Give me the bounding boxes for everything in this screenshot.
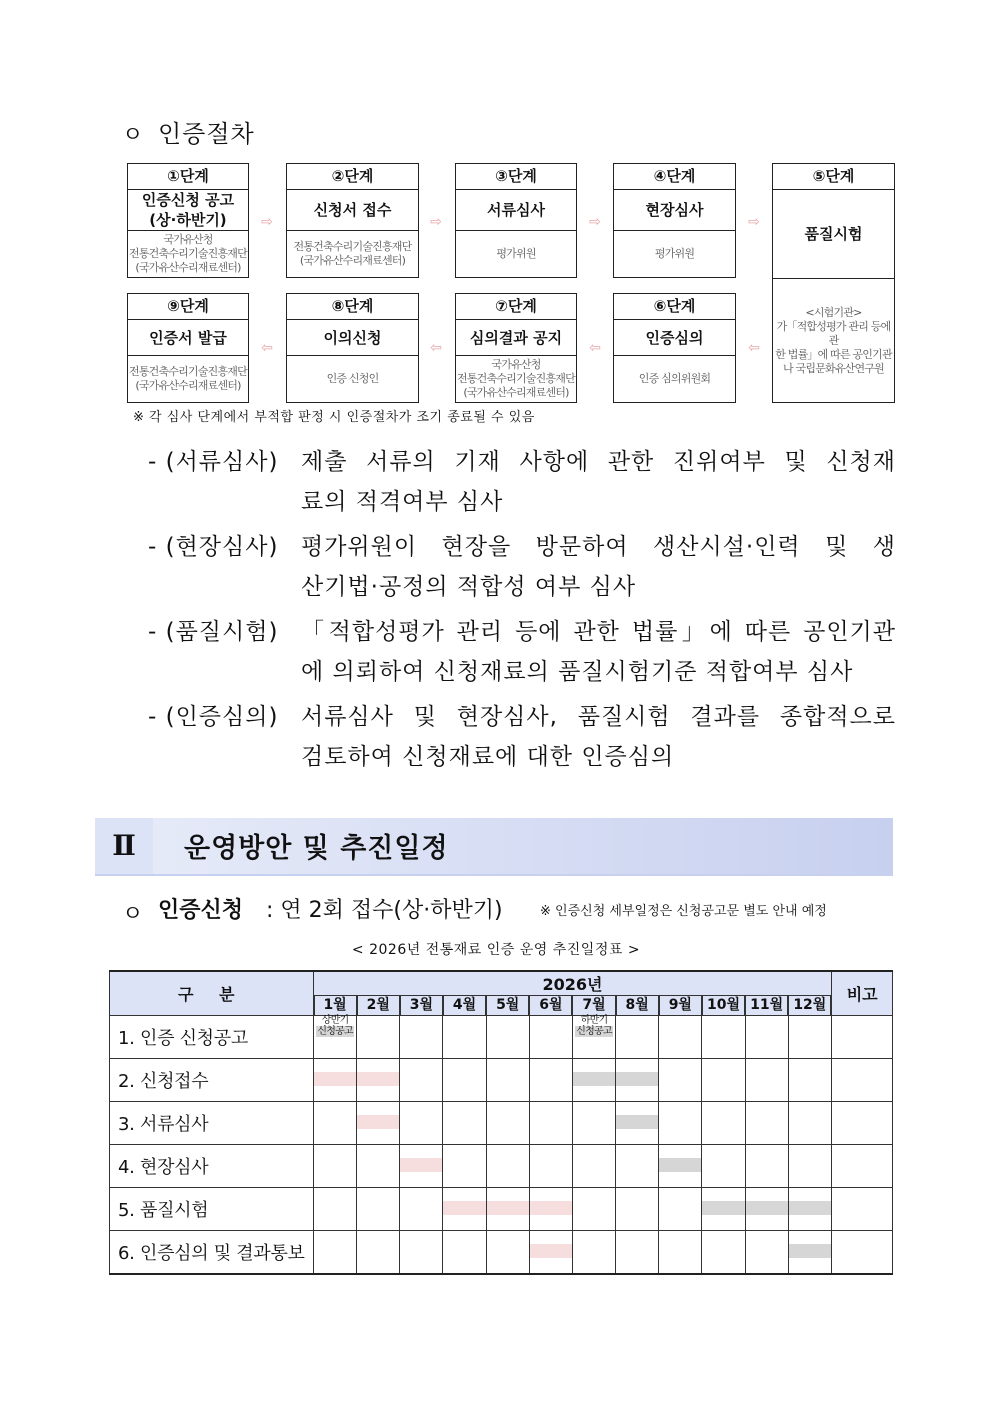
detail-lead: - (인증심의) [148,704,279,730]
schedule-cell [702,1016,745,1059]
schedule-cell [572,1102,615,1145]
schedule-cell [572,1145,615,1188]
arrow-right-icon: ⇨ [261,214,273,230]
schedule-cell [443,1188,486,1231]
step-number: ②단계 [287,164,418,190]
schedule-cell [529,1016,572,1059]
schedule-cell [314,1231,357,1275]
schedule-cell [659,1188,702,1231]
step-title: 품질시험 [773,190,894,279]
schedule-annotation [314,1015,356,1037]
detail-line-continued: 에 의뢰하여 신청재료의 품질시험기준 적합여부 심사 [301,659,854,685]
schedule-row [110,1231,893,1275]
schedule-cell [572,1231,615,1275]
schedule-remark-cell [831,1016,892,1059]
step-number: ⑨단계 [128,294,248,320]
month-header: 11월 [745,996,788,1016]
step-number: ④단계 [614,164,735,190]
schedule-cell [529,1188,572,1231]
step-organization: 인증 신청인 [326,372,379,385]
schedule-cell [702,1188,745,1231]
schedule-bar [487,1201,529,1215]
annotation-tag: 신청공고 [576,1026,612,1037]
schedule-cell [486,1188,529,1231]
schedule-remark-cell [831,1188,892,1231]
step-organization: <시험기관> 가「적합성평가 관리 등에 관 한 법률」에 따른 공인기관 나 국립문화유산연구원 [775,305,892,375]
detail-lead: - (품질시험) [148,619,279,645]
step-number: ①단계 [128,164,248,190]
schedule-bar [789,1244,831,1258]
schedule-cell [357,1102,400,1145]
schedule-cell [788,1188,831,1231]
application-text: : 연 2회 접수(상·하반기) [266,898,503,923]
schedule-cell [572,1188,615,1231]
detail-item [148,610,908,698]
detail-line-continued: 검토하여 신청재료에 대한 인증심의 [301,744,675,770]
detail-lead: - (서류심사) [148,449,279,475]
step-title: 현장심사 [614,190,735,231]
detail-lead: - (현장심사) [148,534,279,560]
schedule-bar [573,1072,615,1086]
schedule-cell [702,1059,745,1102]
schedule-row [110,1102,893,1145]
schedule-bar [616,1072,658,1086]
schedule-row-label: 1. 인증 신청공고 [110,1016,314,1059]
schedule-cell [443,1016,486,1059]
schedule-remark-cell [831,1059,892,1102]
header-category: 구 분 [110,971,314,1016]
schedule-cell [529,1102,572,1145]
annotation-tag: 신청공고 [317,1026,353,1037]
schedule-bar [659,1158,701,1172]
schedule-row-label: 3. 서류심사 [110,1102,314,1145]
step-title: 인증서 발급 [128,320,248,356]
schedule-cell [745,1059,788,1102]
schedule-row-label: 4. 현장심사 [110,1145,314,1188]
month-header: 12월 [788,996,831,1016]
header-year: 2026년 [314,971,832,996]
schedule-cell [702,1145,745,1188]
arrow-right-icon: ⇨ [589,214,601,230]
step-organization: 인증 심의위원회 [638,372,711,385]
schedule-cell [529,1145,572,1188]
step-number: ⑥단계 [614,294,735,320]
detail-line: 제출 서류의 기재 사항에 관한 진위여부 및 신청재 [301,449,896,475]
step-number: ⑦단계 [456,294,576,320]
procedure-heading: 인증절차 [158,120,255,148]
month-header: 8월 [616,996,659,1016]
schedule-bar [443,1201,485,1215]
schedule-cell [529,1231,572,1275]
schedule-cell [357,1231,400,1275]
schedule-cell [702,1102,745,1145]
annotation-period: 하반기 [580,1015,608,1026]
schedule-cell [357,1145,400,1188]
schedule-cell [486,1016,529,1059]
step-box-2 [286,163,419,278]
schedule-cell [788,1102,831,1145]
schedule-cell [314,1188,357,1231]
step-box-7 [455,293,577,403]
application-note: ※ 인증신청 세부일정은 신청공고문 별도 안내 예정 [540,904,827,919]
schedule-cell [400,1059,443,1102]
step-title: 인증신청 공고 (상·하반기) [128,190,248,231]
schedule-bar [746,1201,788,1215]
schedule-table [109,970,893,1275]
schedule-cell [745,1102,788,1145]
schedule-bar [314,1072,356,1086]
schedule-cell [443,1145,486,1188]
step-box-1 [127,163,249,278]
step-title: 이의신청 [287,320,418,356]
schedule-cell [314,1059,357,1102]
section-number: Ⅱ [95,818,153,874]
step-organization: 전통건축수리기술진흥재단 (국가유산수리재료센터) [293,240,412,267]
schedule-annotation [573,1015,615,1037]
schedule-cell [745,1188,788,1231]
step-organization: 국가유산청 전통건축수리기술진흥재단 (국가유산수리재료센터) [457,358,575,399]
schedule-bar [357,1115,399,1129]
application-label: 인증신청 [158,898,244,923]
schedule-bar [789,1201,831,1215]
schedule-cell [616,1145,659,1188]
schedule-cell [529,1059,572,1102]
schedule-cell [443,1059,486,1102]
schedule-cell [486,1145,529,1188]
schedule-cell [616,1231,659,1275]
detail-line: 평가위원이 현장을 방문하여 생산시설·인력 및 생 [301,534,896,560]
arrow-left-icon: ⇦ [589,340,601,356]
arrow-left-icon: ⇦ [748,340,760,356]
schedule-cell [400,1102,443,1145]
detail-line-continued: 료의 적격여부 심사 [301,489,504,515]
heading-bullet: ㅇ [122,123,144,148]
month-header: 3월 [400,996,443,1016]
schedule-cell [314,1102,357,1145]
schedule-cell [572,1016,615,1059]
schedule-bar [530,1201,572,1215]
schedule-cell [659,1102,702,1145]
section-title: 운영방안 및 추진일정 [184,833,449,864]
detail-item [148,695,908,783]
procedure-note: ※ 각 심사 단계에서 부적합 판정 시 인증절차가 조기 종료될 수 있음 [133,410,535,425]
section-underline [95,874,893,876]
schedule-cell [616,1102,659,1145]
arrow-left-icon: ⇦ [261,340,273,356]
schedule-bar [357,1072,399,1086]
month-header: 1월 [314,996,357,1016]
application-bullet: ㅇ [122,902,144,927]
schedule-cell [443,1102,486,1145]
schedule-cell [745,1145,788,1188]
month-header: 2월 [357,996,400,1016]
step-title: 심의결과 공지 [456,320,576,356]
step-title: 신청서 접수 [287,190,418,231]
step-box-3 [455,163,577,278]
schedule-bar [530,1244,572,1258]
schedule-cell [616,1188,659,1231]
step-title: 서류심사 [456,190,576,231]
schedule-cell [572,1059,615,1102]
step-number: ⑧단계 [287,294,418,320]
schedule-row [110,1016,893,1059]
step-box-9 [127,293,249,403]
schedule-cell [400,1188,443,1231]
month-header: 5월 [486,996,529,1016]
schedule-row [110,1188,893,1231]
schedule-cell [400,1231,443,1275]
schedule-cell [314,1145,357,1188]
step-box-6 [613,293,736,403]
schedule-bar [616,1115,658,1129]
annotation-period: 상반기 [321,1015,349,1026]
schedule-cell [616,1059,659,1102]
schedule-row-label: 6. 인증심의 및 결과통보 [110,1231,314,1275]
step-box-5 [772,163,895,403]
schedule-cell [788,1016,831,1059]
step-box-8 [286,293,419,403]
step-organization: 평가위원 [496,247,536,260]
detail-item [148,525,908,613]
schedule-row [110,1145,893,1188]
detail-line: 서류심사 및 현장심사, 품질시험 결과를 종합적으로 [301,704,896,730]
schedule-remark-cell [831,1231,892,1275]
step-title: 인증심의 [614,320,735,356]
step-organization: 전통건축수리기술진흥재단 (국가유산수리재료센터) [129,365,247,392]
schedule-cell [788,1059,831,1102]
month-header: 7월 [572,996,615,1016]
schedule-cell [486,1102,529,1145]
schedule-cell [400,1145,443,1188]
detail-line-continued: 산기법·공정의 적합성 여부 심사 [301,574,637,600]
arrow-right-icon: ⇨ [748,214,760,230]
detail-item [148,440,908,528]
schedule-caption: < 2026년 전통재료 인증 운영 추진일정표 > [351,942,641,958]
schedule-remark-cell [831,1145,892,1188]
schedule-cell [788,1145,831,1188]
month-header: 6월 [529,996,572,1016]
step-number: ③단계 [456,164,576,190]
schedule-cell [616,1016,659,1059]
step-organization: 평가위원 [654,247,695,260]
schedule-cell [702,1231,745,1275]
schedule-cell [659,1016,702,1059]
schedule-bar [400,1158,442,1172]
schedule-cell [400,1016,443,1059]
step-organization: 국가유산청 전통건축수리기술진흥재단 (국가유산수리재료센터) [129,233,247,274]
schedule-cell [486,1231,529,1275]
schedule-bar [702,1201,744,1215]
schedule-row-label: 2. 신청접수 [110,1059,314,1102]
schedule-cell [357,1016,400,1059]
schedule-cell [659,1231,702,1275]
schedule-cell [659,1145,702,1188]
month-header: 10월 [702,996,745,1016]
schedule-cell [745,1016,788,1059]
schedule-cell [745,1231,788,1275]
schedule-cell [314,1016,357,1059]
step-number: ⑤단계 [773,164,894,190]
schedule-cell [788,1231,831,1275]
month-header: 9월 [659,996,702,1016]
arrow-right-icon: ⇨ [430,214,442,230]
month-header: 4월 [443,996,486,1016]
schedule-cell [357,1188,400,1231]
schedule-cell [486,1059,529,1102]
step-box-4 [613,163,736,278]
schedule-row-label: 5. 품질시험 [110,1188,314,1231]
schedule-cell [659,1059,702,1102]
schedule-cell [443,1231,486,1275]
schedule-remark-cell [831,1102,892,1145]
arrow-left-icon: ⇦ [430,340,442,356]
detail-line: 「적합성평가 관리 등에 관한 법률」에 따른 공인기관 [301,619,896,645]
schedule-cell [357,1059,400,1102]
header-remark: 비고 [831,971,892,1016]
schedule-row [110,1059,893,1102]
